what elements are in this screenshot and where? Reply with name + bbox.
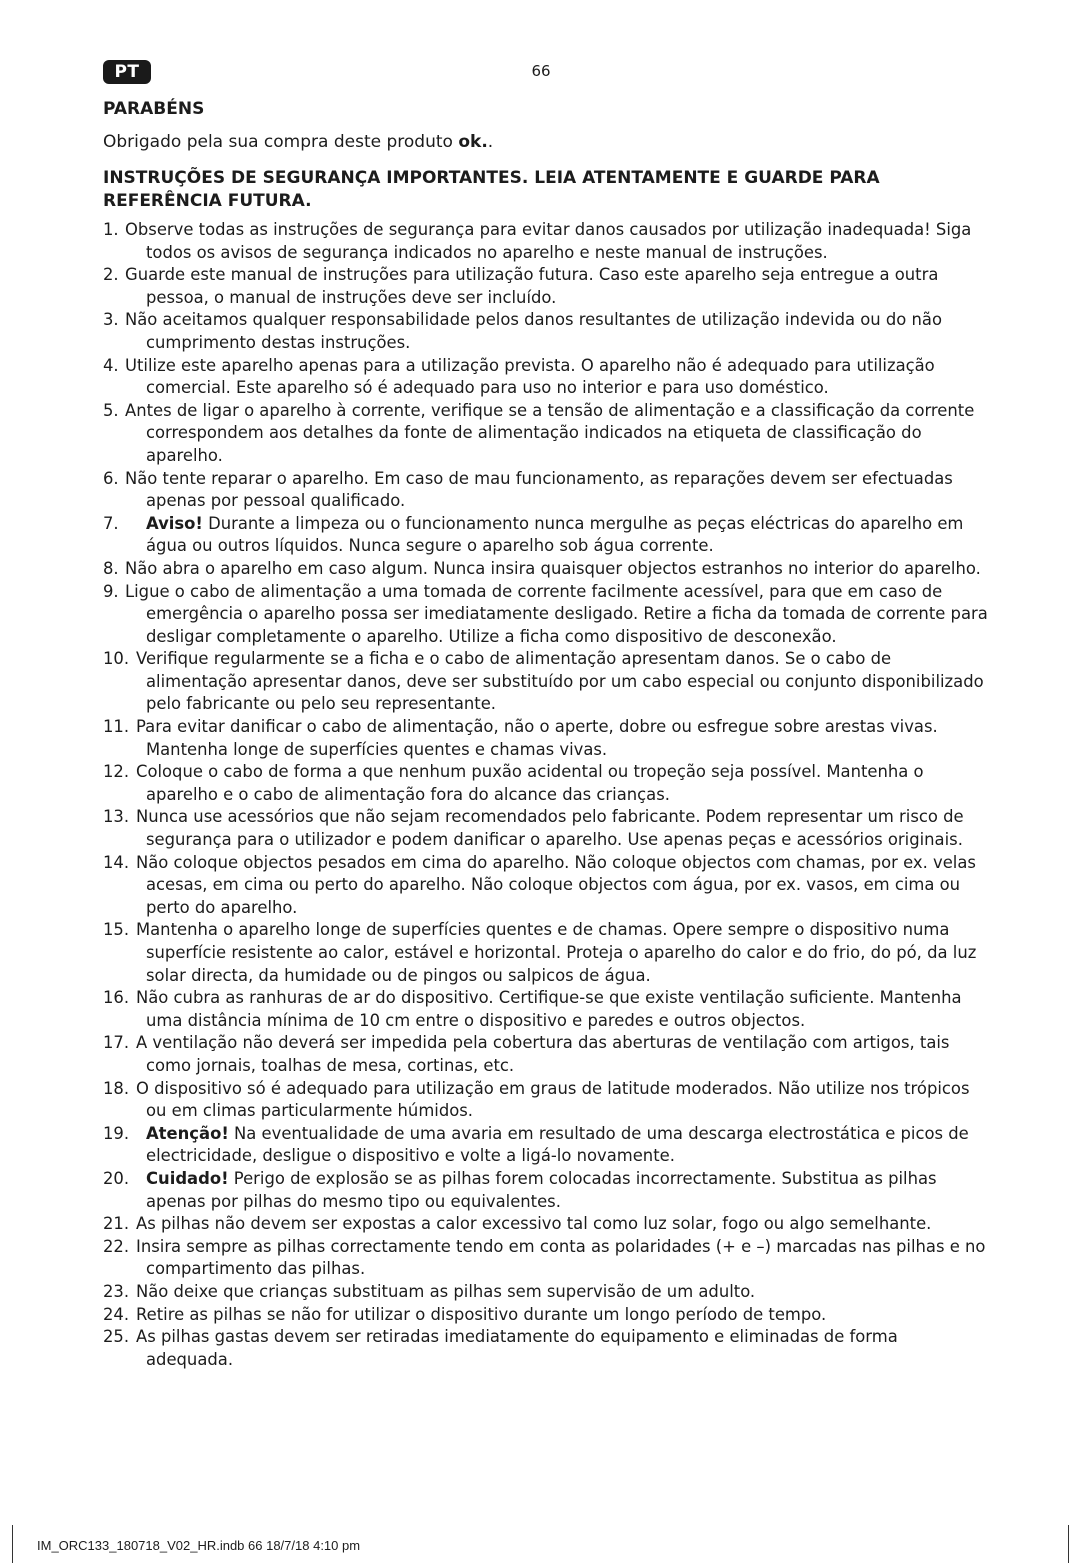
safety-instructions-list (103, 219, 988, 1371)
list-item-number: 6. (103, 468, 119, 488)
list-item-number: 3. (103, 310, 119, 330)
list-item (103, 219, 988, 264)
list-item-number: 21. (103, 1214, 130, 1234)
list-item-text: Verifique regularmente se a ficha e o cabo de alimentação apresentam danos. Se o cabo de alimentação apresentar danos, deve ser substituído por um cabo especial ou conjunto disponibilizado pelo fabricante ou pelo seu representante. (136, 649, 984, 714)
list-item-text: Perigo de explosão se as pilhas forem colocadas incorrectamente. Substitua as pilhas apenas por pilhas do mesmo tipo ou equivalentes. (146, 1168, 937, 1211)
list-item (103, 1123, 988, 1168)
list-item-text: O dispositivo só é adequado para utilização em graus de latitude moderados. Não utilize nos trópicos ou em climas particularmente húmidos. (136, 1078, 970, 1121)
print-footer: IM_ORC133_180718_V02_HR.indb 66 18/7/18 4:10 pm (37, 1538, 361, 1553)
list-item (103, 468, 988, 513)
list-item-text: Mantenha o aparelho longe de superfícies quentes e de chamas. Opere sempre o dispositivo numa superfície resistente ao calor, estável e horizontal. Proteja o aparelho do calor e do frio, do pó, da luz solar directa, da humidade ou de pingos ou salpicos de água. (136, 920, 977, 985)
list-item-number: 14. (103, 852, 130, 872)
list-item-number: 25. (103, 1327, 130, 1347)
list-item (103, 1326, 988, 1371)
list-item-number: 24. (103, 1304, 130, 1324)
list-item (103, 1168, 988, 1213)
list-item-text: Na eventualidade de uma avaria em resultado de uma descarga electrostática e picos de electricidade, desligue o dispositivo e volte a ligá-lo novamente. (146, 1123, 969, 1166)
list-item-warning: Cuidado! (146, 1168, 229, 1188)
list-item (103, 1078, 988, 1123)
list-item-text: As pilhas não devem ser expostas a calor excessivo tal como luz solar, fogo ou algo semelhante. (136, 1214, 932, 1234)
list-item (103, 1281, 988, 1304)
list-item-warning: Atenção! (146, 1123, 229, 1143)
list-item (103, 1213, 988, 1236)
list-item (103, 264, 988, 309)
list-item-text: As pilhas gastas devem ser retiradas imediatamente do equipamento e eliminadas de forma adequada. (136, 1327, 898, 1369)
crop-mark-right (1068, 1525, 1069, 1563)
list-item-number: 10. (103, 649, 130, 669)
list-item-text: Retire as pilhas se não for utilizar o dispositivo durante um longo período de tempo. (136, 1304, 827, 1324)
list-item (103, 852, 988, 920)
list-item-number: 11. (103, 717, 130, 737)
list-item (103, 581, 988, 649)
list-item-text: Para evitar danificar o cabo de alimentação, não o aperte, dobre ou esfregue sobre arestas vivas. Mantenha longe de superfícies quentes e chamas vivas. (136, 717, 938, 759)
list-item-number: 16. (103, 988, 130, 1008)
list-item-text: Não coloque objectos pesados em cima do aparelho. Não coloque objectos com chamas, por ex. velas acesas, em cima ou perto do aparelho. Não coloque objectos com água, por ex. vasos, em cima ou perto do aparelho. (136, 852, 976, 917)
list-item-warning: Aviso! (146, 513, 203, 533)
list-item (103, 919, 988, 987)
list-item-number: 7. (103, 513, 119, 533)
list-item-number: 9. (103, 581, 119, 601)
list-item (103, 1032, 988, 1077)
list-item-number: 4. (103, 355, 119, 375)
list-item-text: Guarde este manual de instruções para utilização futura. Caso este aparelho seja entregue a outra pessoa, o manual de instruções deve ser incluído. (125, 265, 939, 307)
list-item-number: 5. (103, 400, 119, 420)
intro-text (103, 131, 493, 153)
list-item (103, 309, 988, 354)
list-item-number: 8. (103, 558, 119, 578)
list-item-text: Coloque o cabo de forma a que nenhum puxão acidental ou tropeção seja possível. Mantenha o aparelho e o cabo de alimentação fora do alcance das crianças. (136, 762, 924, 804)
list-item (103, 400, 988, 468)
list-item-text: Utilize este aparelho apenas para a utilização prevista. O aparelho não é adequado para utilização comercial. Este aparelho só é adequado para uso no interior e para uso doméstico. (125, 355, 935, 398)
list-item-text: A ventilação não deverá ser impedida pela cobertura das aberturas de ventilação com artigos, tais como jornais, toalhas de mesa, cortinas, etc. (136, 1033, 950, 1075)
list-item-text: Não abra o aparelho em caso algum. Nunca insira quaisquer objectos estranhos no interior do aparelho. (125, 558, 981, 578)
list-item-text: Observe todas as instruções de segurança para evitar danos causados por utilização inadequada! Siga todos os avisos de segurança indicados no aparelho e neste manual de instruções. (125, 220, 972, 262)
safety-title: INSTRUÇÕES DE SEGURANÇA IMPORTANTES. LEIA ATENTAMENTE E GUARDE PARA REFERÊNCIA FUTURA. (103, 168, 880, 211)
list-item-text: Nunca use acessórios que não sejam recomendados pelo fabricante. Podem representar um risco de segurança para o utilizador e podem danificar o aparelho. Use apenas peças e acessórios originais. (136, 807, 964, 850)
list-item-number: 19. (103, 1123, 130, 1143)
list-item (103, 761, 988, 806)
list-item-number: 23. (103, 1281, 130, 1301)
list-item-number: 1. (103, 220, 119, 239)
list-item-number: 22. (103, 1236, 130, 1256)
intro-end: . (487, 132, 494, 152)
list-item (103, 987, 988, 1032)
list-item-number: 2. (103, 265, 119, 285)
list-item-text: Ligue o cabo de alimentação a uma tomada de corrente facilmente acessível, para que em caso de emergência o aparelho possa ser imediatamente desligado. Retire a ficha da tomada de corrente para desligar completamente o aparelho. Utilize a ficha como dispositivo de desconexão. (125, 581, 988, 646)
list-item (103, 1304, 988, 1327)
list-item-text: Insira sempre as pilhas correctamente tendo em conta as polaridades (+ e –) marcadas nas pilhas e no compartimento das pilhas. (136, 1236, 986, 1279)
list-item-text: Não deixe que crianças substituam as pilhas sem supervisão de um adulto. (136, 1281, 756, 1301)
list-item (103, 648, 988, 716)
list-item-number: 17. (103, 1033, 130, 1053)
list-item-number: 15. (103, 920, 130, 940)
brand-name: ok. (458, 132, 488, 152)
crop-mark-left (12, 1525, 13, 1563)
list-item-text: Durante a limpeza ou o funcionamento nunca mergulhe as peças eléctricas do aparelho em água ou outros líquidos. Nunca segure o aparelho sob água corrente. (146, 513, 964, 556)
list-item (103, 806, 988, 851)
language-badge: PT (103, 60, 151, 84)
list-item (103, 1236, 988, 1281)
list-item-text: Não cubra as ranhuras de ar do dispositivo. Certifique-se que existe ventilação suficiente. Mantenha uma distância mínima de 10 cm entre o dispositivo e paredes e outros objectos. (136, 988, 962, 1030)
list-item (103, 558, 988, 581)
list-item (103, 716, 988, 761)
list-item (103, 355, 988, 400)
intro-body: Obrigado pela sua compra deste produto (103, 132, 459, 152)
list-item-number: 12. (103, 762, 130, 782)
list-item (103, 513, 988, 558)
list-item-text: Antes de ligar o aparelho à corrente, verifique se a tensão de alimentação e a classificação da corrente correspondem aos detalhes da fonte de alimentação indicados na etiqueta de classificação do aparelho. (125, 400, 975, 465)
list-item-text: Não aceitamos qualquer responsabilidade pelos danos resultantes de utilização indevida ou do não cumprimento destas instruções. (125, 310, 942, 352)
list-item-text: Não tente reparar o aparelho. Em caso de mau funcionamento, as reparações devem ser efectuadas apenas por pessoal qualificado. (125, 468, 953, 511)
page-heading: PARABÉNS (103, 99, 205, 119)
list-item-number: 18. (103, 1078, 130, 1098)
list-item-number: 13. (103, 807, 130, 827)
page-number: 66 (531, 62, 551, 80)
list-item-number: 20. (103, 1168, 130, 1188)
